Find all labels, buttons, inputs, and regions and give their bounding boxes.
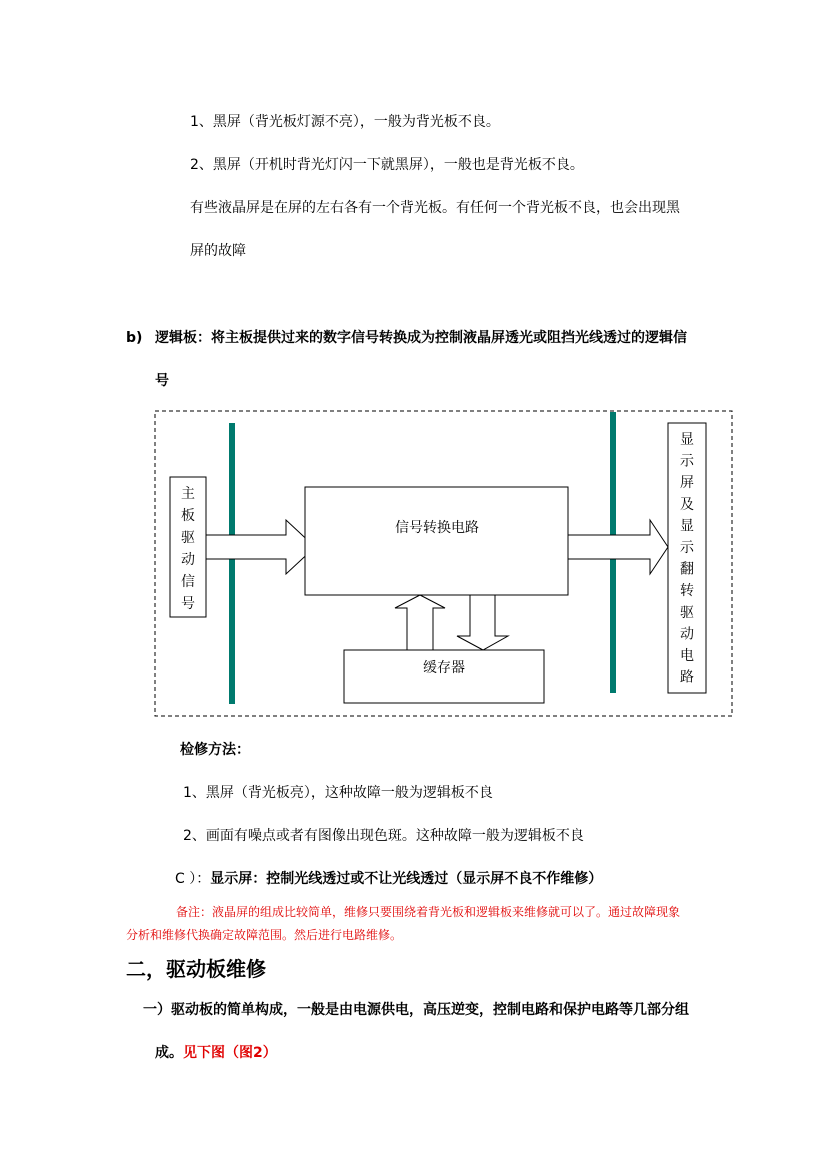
display-driver-label-char: 示 (680, 540, 694, 556)
signal-conversion-label: 信号转换电路 (395, 520, 479, 536)
section-b-marker: b) (126, 330, 143, 346)
repair-item-2: 2、画面有噪点或者有图像出现色斑。这种故障一般为逻辑板不良 (183, 828, 584, 844)
list-item-black-screen-1: 1、黑屏（背光板灯源不亮），一般为背光板不良。 (190, 114, 500, 130)
buffer-box (344, 650, 544, 703)
section-c-prefix: C ）： (175, 871, 211, 887)
buffer-label: 缓存器 (423, 660, 465, 676)
paragraph-line-1: 有些液晶屏是在屏的左右各有一个背光板。有任何一个背光板不良，也会出现黑 (190, 200, 680, 216)
diagram-left-bar (229, 423, 235, 704)
display-driver-label-char: 动 (680, 626, 694, 643)
main-board-signal-label-char: 信 (181, 574, 195, 590)
list-item-black-screen-2: 2、黑屏（开机时背光灯闪一下就黑屏），一般也是背光板不良。 (190, 157, 584, 173)
section-c-text: 显示屏：控制光线透过或不让光线透过（显示屏不良不作维修） (210, 871, 603, 887)
main-board-signal-label-char: 板 (181, 508, 195, 524)
section-b-heading-line-2: 号 (155, 373, 169, 389)
main-board-signal-label-char: 动 (181, 552, 195, 568)
note-line-2: 分析和维修代换确定故障范围。然后进行电路维修。 (126, 928, 403, 942)
display-driver-label-char: 转 (680, 583, 694, 600)
display-driver-label-char: 翻 (680, 561, 694, 578)
main-board-signal-label-char: 号 (181, 596, 195, 612)
main-board-signal-label-char: 驱 (181, 530, 195, 546)
repair-item-1: 1、黑屏（背光板亮），这种故障一般为逻辑板不良 (183, 785, 493, 801)
display-driver-label-char: 路 (680, 669, 694, 686)
input-arrow (206, 520, 315, 574)
signal-conversion-box (305, 487, 568, 595)
display-driver-label-char: 示 (680, 453, 694, 470)
display-driver-label-char: 显 (680, 518, 694, 535)
output-arrow (568, 520, 668, 574)
section-2-sub-line-2 (155, 1044, 277, 1062)
display-driver-label-char: 显 (680, 432, 694, 448)
display-driver-label-char: 屏 (680, 475, 694, 492)
display-driver-label-char: 驱 (680, 604, 694, 621)
paragraph-line-2: 屏的故障 (190, 243, 246, 259)
repair-method-title: 检修方法： (180, 742, 250, 758)
section-2-sub-line-2-text: 成。 (155, 1045, 183, 1061)
note-line-1: 备注：液晶屏的组成比较简单，维修只要围绕着背光板和逻辑板来维修就可以了。通过故障现象 (176, 905, 681, 919)
up-arrow (395, 595, 445, 650)
section-c (175, 870, 602, 888)
section-2-sub-line-1: 一）驱动板的简单构成，一般是由电源供电，高压逆变，控制电路和保护电路等几部分组 (143, 1002, 689, 1018)
down-arrow (457, 595, 508, 650)
section-2-title: 二，驱动板维修 (126, 957, 266, 981)
figure-reference: 见下图（图2） (183, 1045, 277, 1061)
display-driver-label-char: 及 (680, 496, 694, 513)
section-b-heading-line-1: 逻辑板：将主板提供过来的数字信号转换成为控制液晶屏透光或阻挡光线透过的逻辑信 (155, 330, 687, 346)
main-board-signal-label-char: 主 (181, 486, 195, 502)
display-driver-label-char: 电 (680, 648, 694, 664)
